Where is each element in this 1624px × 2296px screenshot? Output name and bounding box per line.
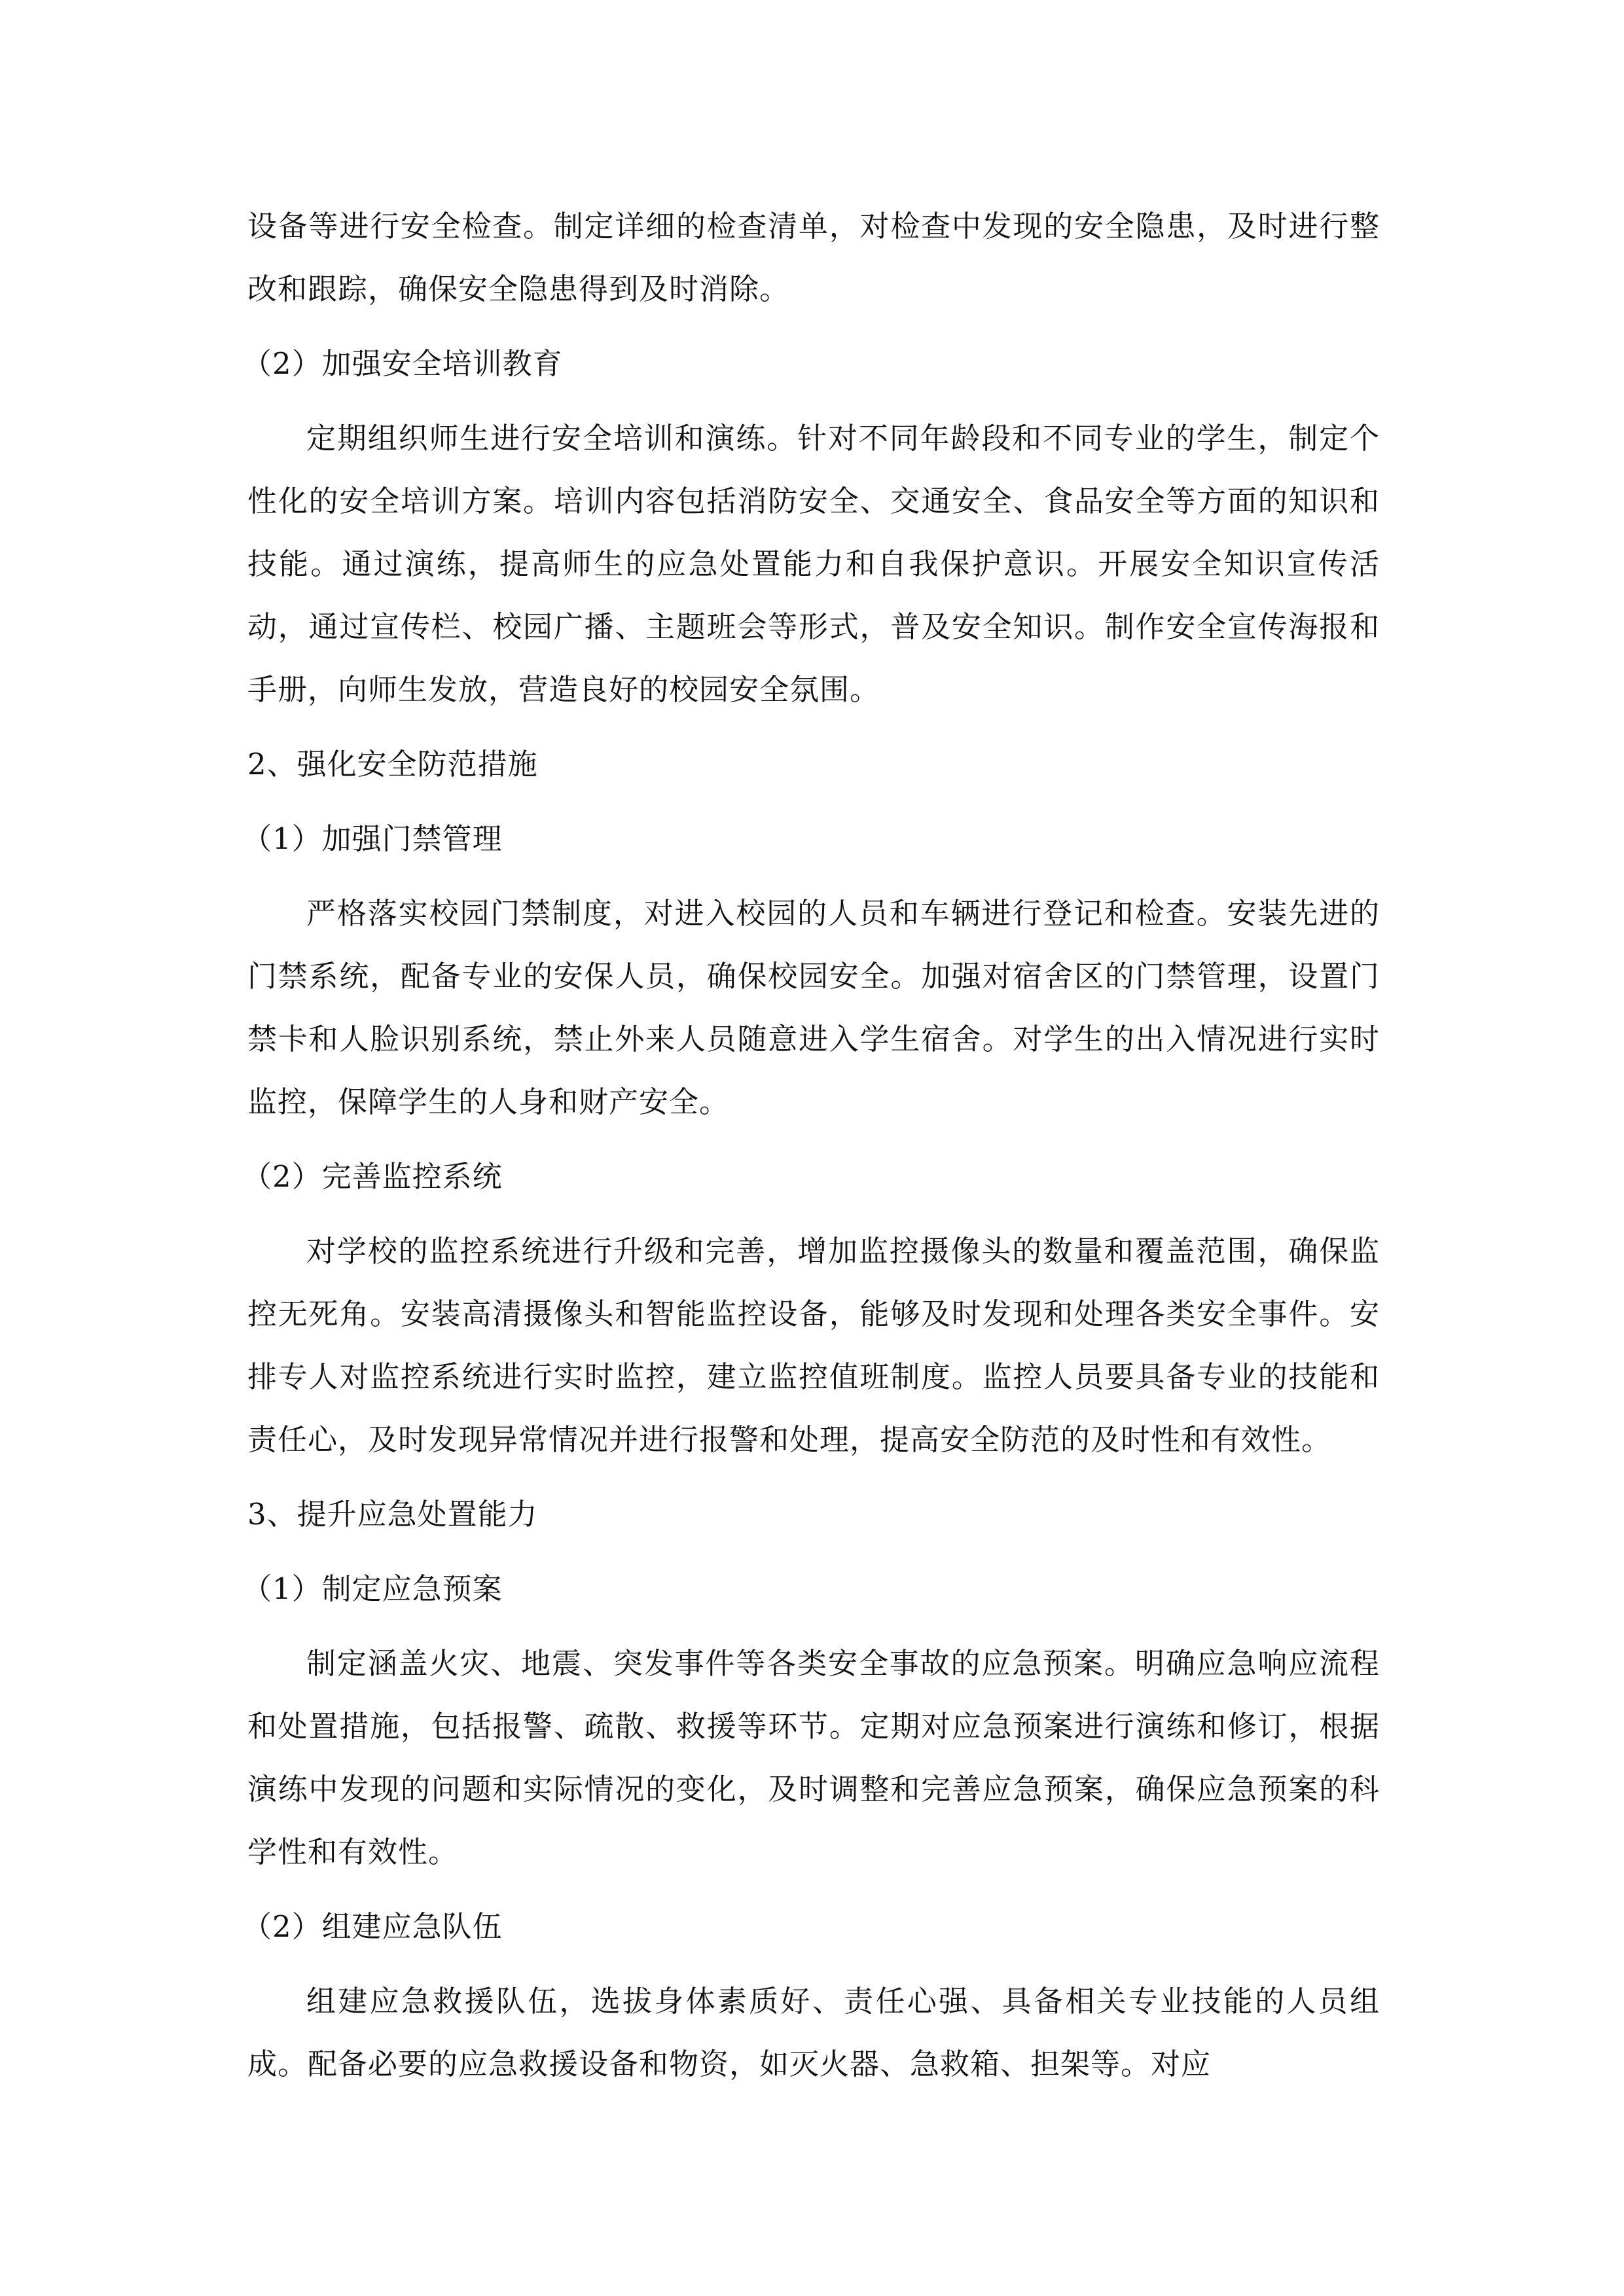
subheading-access-control: （1）加强门禁管理 <box>242 821 503 856</box>
paragraph-emergency-team: 组建应急救援队伍，选拔身体素质好、责任心强、具备相关专业技能的人员组成。配备必要的应急救援设备和物资，如灭火器、急救箱、担架等。对应 <box>247 1984 1380 2081</box>
subheading-emergency-team: （2）组建应急队伍 <box>242 1909 503 1944</box>
heading-emergency-capability: 3、提升应急处置能力 <box>247 1497 538 1532</box>
document-body <box>242 195 1380 2108</box>
paragraph-monitoring-system: 对学校的监控系统进行升级和完善，增加监控摄像头的数量和覆盖范围，确保监控无死角。安装高清摄像头和智能监控设备，能够及时发现和处理各类安全事件。安排专人对监控系统进行实时监控，建立监控值班制度。监控人员要具备专业的技能和责任心，及时发现异常情况并进行报警和处理，提高安全防范的及时性和有效性。 <box>247 1234 1380 1457</box>
paragraph-inspection-continued: 设备等进行安全检查。制定详细的检查清单，对检查中发现的安全隐患，及时进行整改和跟踪，确保安全隐患得到及时消除。 <box>247 209 1380 306</box>
heading-prevention-measures: 2、强化安全防范措施 <box>247 747 538 781</box>
paragraph-emergency-plan: 制定涵盖火灾、地震、突发事件等各类安全事故的应急预案。明确应急响应流程和处置措施，包括报警、疏散、救援等环节。定期对应急预案进行演练和修订，根据演练中发现的问题和实际情况的变化，及时调整和完善应急预案，确保应急预案的科学性和有效性。 <box>247 1646 1380 1869</box>
subheading-safety-training: （2）加强安全培训教育 <box>242 346 563 381</box>
paragraph-access-control: 严格落实校园门禁制度，对进入校园的人员和车辆进行登记和检查。安装先进的门禁系统，配备专业的安保人员，确保校园安全。加强对宿舍区的门禁管理，设置门禁卡和人脸识别系统，禁止外来人员随意进入学生宿舍。对学生的出入情况进行实时监控，保障学生的人身和财产安全。 <box>247 896 1380 1119</box>
paragraph-safety-training: 定期组织师生进行安全培训和演练。针对不同年龄段和不同专业的学生，制定个性化的安全培训方案。培训内容包括消防安全、交通安全、食品安全等方面的知识和技能。通过演练，提高师生的应急处置能力和自我保护意识。开展安全知识宣传活动，通过宣传栏、校园广播、主题班会等形式，普及安全知识。制作安全宣传海报和手册，向师生发放，营造良好的校园安全氛围。 <box>247 421 1380 707</box>
subheading-monitoring-system: （2）完善监控系统 <box>242 1159 503 1194</box>
subheading-emergency-plan: （1）制定应急预案 <box>242 1571 503 1606</box>
